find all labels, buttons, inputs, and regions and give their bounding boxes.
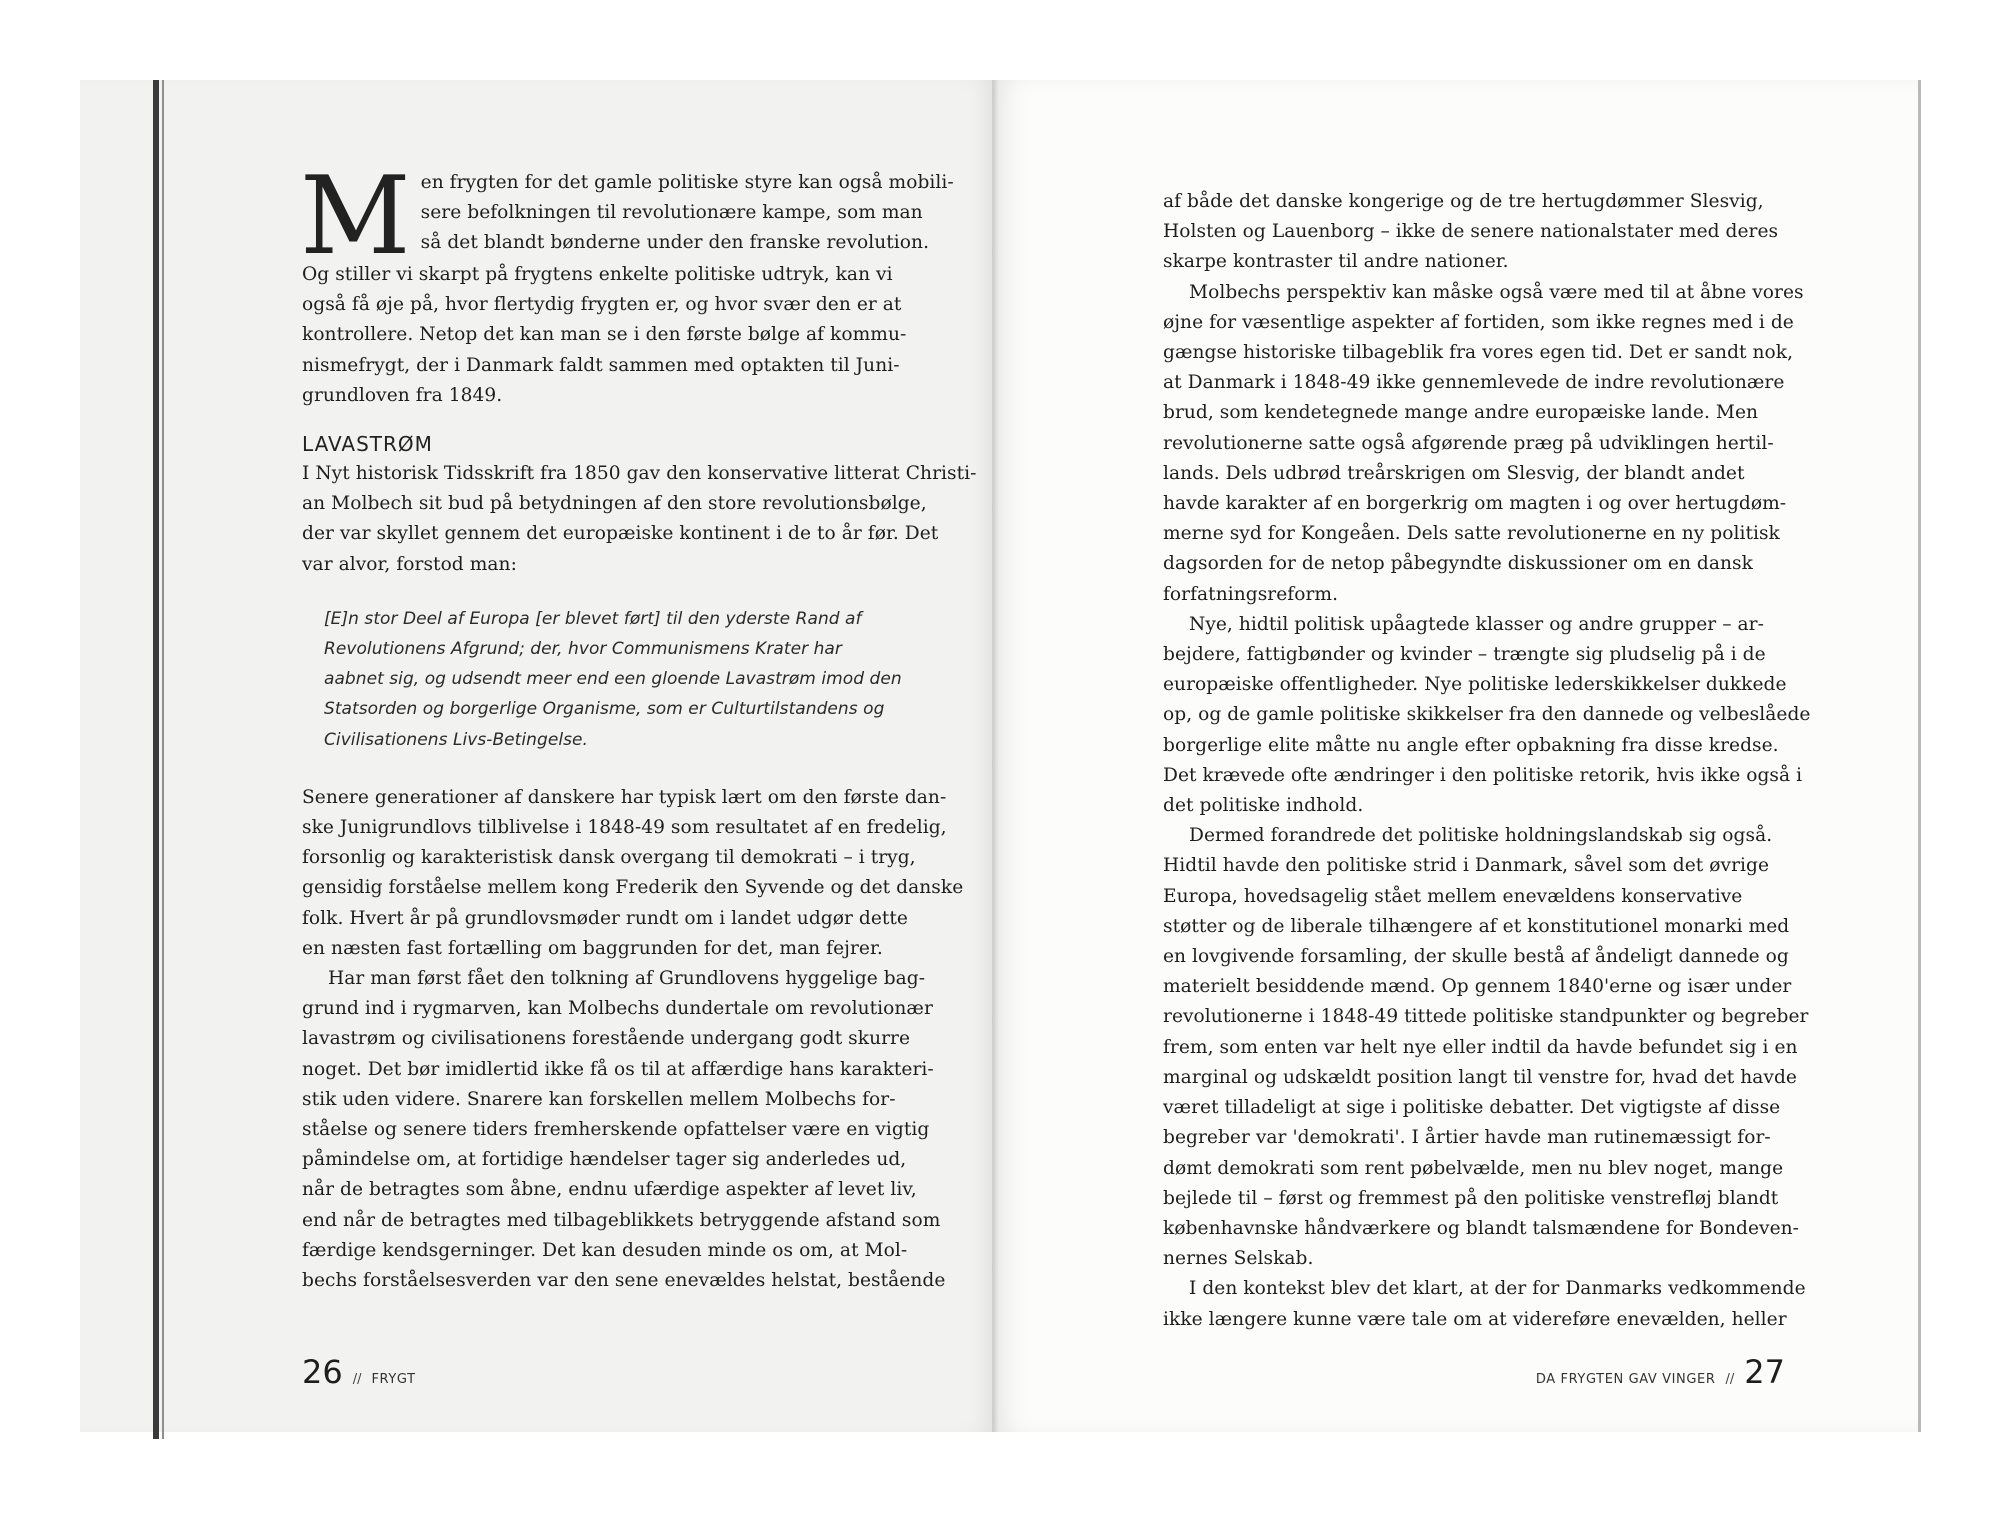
quote-line: aabnet sig, og udsendt meer end een gloende Lavastrøm imod den <box>324 669 902 690</box>
text-line: ikke længere kunne være tale om at videreføre enevælden, heller <box>1163 1308 1787 1330</box>
body-paragraph <box>1163 821 1809 1274</box>
running-title: FRYGT <box>371 1372 416 1387</box>
folio-separator: // <box>352 1372 362 1387</box>
text-line: nismefrygt, der i Danmark faldt sammen med optakten til Juni- <box>302 354 900 376</box>
text-line: øjne for væsentlige aspekter af fortiden, som ikke regnes med i de <box>1163 311 1794 333</box>
intro-paragraph <box>302 459 977 580</box>
text-line: var alvor, forstod man: <box>302 553 517 575</box>
opening-paragraph-rest <box>302 260 912 411</box>
body-paragraph <box>1163 278 1804 610</box>
text-line: Og stiller vi skarpt på frygtens enkelte politiske udtryk, kan vi <box>302 264 893 285</box>
text-line: påmindelse om, at fortidige hændelser tager sig anderledes ud, <box>302 1149 907 1171</box>
page-number: 27 <box>1744 1353 1785 1391</box>
book-spine-edge <box>162 80 164 1439</box>
text-line: kontrollere. Netop det kan man se i den første bølge af kommu- <box>302 324 907 346</box>
text-line: Holsten og Lauenborg – ikke de senere nationalstater med deres <box>1163 221 1779 243</box>
text-line: brud, som kendetegnede mange andre europæiske lande. Men <box>1163 402 1759 424</box>
text-line: bechs forståelsesverden var den sene enevældes helstat, bestående <box>302 1270 946 1292</box>
text-line: folk. Hvert år på grundlovsmøder rundt om i landet udgør dette <box>302 907 908 929</box>
text-line: merne syd for Kongeåen. Dels satte revolutionerne en ny politisk <box>1163 523 1780 545</box>
text-line: Hidtil havde den politiske strid i Danmark, såvel som det øvrige <box>1163 855 1770 877</box>
text-line: Nye, hidtil politisk upåagtede klasser og andre grupper – ar- <box>1189 613 1764 635</box>
text-line: at Danmark i 1848-49 ikke gennemlevede de indre revolutionære <box>1163 372 1785 394</box>
text-line: materielt besiddende mænd. Op gennem 1840'erne og især under <box>1163 976 1792 998</box>
text-line: dagsorden for de netop påbegyndte diskussioner om en dansk <box>1163 553 1753 575</box>
text-line: gensidig forståelse mellem kong Frederik den Syvende og det danske <box>302 877 964 899</box>
text-line: grund ind i rygmarven, kan Molbechs dundertale om revolutionær <box>302 998 933 1020</box>
left-page-text <box>300 154 977 1296</box>
text-line: en frygten for det gamle politiske styre kan også mobili- <box>420 172 954 193</box>
text-line: Europa, hovedsagelig stået mellem enevældens konservative <box>1163 885 1743 907</box>
text-line: an Molbech sit bud på betydningen af den store revolutionsbølge, <box>302 493 927 515</box>
text-line: nernes Selskab. <box>1163 1248 1314 1270</box>
drop-cap: M <box>300 154 411 279</box>
text-line: bejdere, fattigbønder og kvinder – trængte sig pludselig på i de <box>1163 644 1766 666</box>
body-paragraph <box>1163 610 1811 821</box>
text-line: Molbechs perspektiv kan måske også være med til at åbne vores <box>1189 281 1804 303</box>
text-line: forfatningsreform. <box>1163 583 1339 605</box>
text-line: skarpe kontraster til andre nationer. <box>1163 251 1509 273</box>
text-line: revolutionerne satte også afgørende præg på udviklingen hertil- <box>1163 432 1774 454</box>
block-quote <box>324 604 912 755</box>
text-line: stik uden videre. Snarere kan forskellen mellem Molbechs for- <box>302 1088 896 1110</box>
body-paragraph <box>1163 187 1788 278</box>
text-line: færdige kendsgerninger. Det kan desuden minde os om, at Mol- <box>302 1239 908 1261</box>
body-paragraph <box>302 964 946 1296</box>
text-line: en næsten fast fortælling om baggrunden for det, man fejrer. <box>302 937 883 959</box>
left-folio <box>302 1352 416 1392</box>
text-line: I den kontekst blev det klart, at der for Danmarks vedkommende <box>1189 1278 1806 1300</box>
text-line: forsonlig og karakteristisk dansk overgang til demokrati – i tryg, <box>302 847 916 869</box>
text-line: europæiske offentligheder. Nye politiske lederskikkelser dukkede <box>1163 674 1787 696</box>
right-page-text <box>1163 187 1811 1335</box>
text-line: noget. Det bør imidlertid ikke få os til at affærdige hans karakteri- <box>302 1058 934 1080</box>
text-line: op, og de gamle politiske skikkelser fra den dannede og velbeslåede <box>1163 704 1811 726</box>
text-line: ståelse og senere tiders fremherskende opfattelser være en vigtig <box>302 1119 930 1141</box>
text-line: det politiske indhold. <box>1163 795 1364 817</box>
book-spine <box>153 80 159 1439</box>
text-line: frem, som enten var helt nye eller indtil da havde befundet sig i en <box>1163 1036 1798 1058</box>
text-line: københavnske håndværkere og blandt talsmændene for Bondeven- <box>1163 1217 1799 1239</box>
body-paragraph <box>302 783 964 964</box>
text-line: når de betragtes som åbne, endnu ufærdige aspekter af levet liv, <box>302 1179 917 1201</box>
text-line: Dermed forandrede det politiske holdningslandskab sig også. <box>1189 825 1773 847</box>
text-line: ske Junigrundlovs tilblivelse i 1848-49 som resultatet af en fredelig, <box>302 817 947 839</box>
text-line: Senere generationer af danskere har typisk lært om den første dan- <box>302 786 947 808</box>
page-edge <box>1918 80 1921 1432</box>
text-line: der var skyllet gennem det europæiske kontinent i de to år før. Det <box>302 523 939 545</box>
text-line: havde karakter af en borgerkrig om magten i og over hertugdøm- <box>1163 493 1787 515</box>
text-line: støtter og de liberale tilhængere af et konstitutionel monarki med <box>1163 915 1790 937</box>
book-gutter <box>992 80 998 1432</box>
text-line: begreber var 'demokrati'. I årtier havde man rutinemæssigt for- <box>1163 1127 1771 1149</box>
text-line: også få øje på, hvor flertydig frygten er, og hvor svær den er at <box>302 294 902 316</box>
body-paragraph <box>1163 1274 1806 1334</box>
text-line: bejlede til – først og fremmest på den politiske venstrefløj blandt <box>1163 1187 1779 1209</box>
text-line: borgerlige elite måtte nu angle efter opbakning fra disse kredse. <box>1163 734 1779 756</box>
text-line: gængse historiske tilbageblik fra vores egen tid. Det er sandt nok, <box>1163 342 1794 364</box>
quote-line: Revolutionens Afgrund; der, hvor Communismens Krater har <box>324 639 842 660</box>
text-line: sere befolkningen til revolutionære kampe, som man <box>420 202 923 224</box>
text-line: en lovgivende forsamling, der skulle bestå af åndeligt dannede og <box>1163 946 1789 968</box>
running-title: DA FRYGTEN GAV VINGER <box>1535 1372 1716 1387</box>
right-folio <box>1536 1352 1785 1392</box>
text-line: grundloven fra 1849. <box>302 384 503 406</box>
text-line: end når de betragtes med tilbageblikkets betryggende afstand som <box>302 1209 941 1231</box>
section-heading: LAVASTRØM <box>302 432 433 457</box>
text-line: I Nyt historisk Tidsskrift fra 1850 gav den konservative litterat Christi- <box>302 463 977 485</box>
text-line: Det krævede ofte ændringer i den politiske retorik, hvis ikke også i <box>1163 764 1803 786</box>
quote-line: Civilisationens Livs-Betingelse. <box>324 729 588 750</box>
page-number: 26 <box>302 1353 343 1391</box>
text-line: lavastrøm og civilisationens forestående undergang godt skurre <box>302 1028 911 1050</box>
text-line: Har man først fået den tolkning af Grundlovens hyggelige bag- <box>328 968 926 990</box>
text-line: været tilladeligt at sige i politiske debatter. Det vigtigste af disse <box>1163 1097 1781 1119</box>
text-line: af både det danske kongerige og de tre hertugdømmer Slesvig, <box>1163 191 1764 212</box>
folio-separator: // <box>1725 1372 1735 1387</box>
quote-line: [E]n stor Deel af Europa [er blevet ført] til den yderste Rand af <box>324 608 862 629</box>
quote-line: Statsorden og borgerlige Organisme, som er Culturtilstandens og <box>324 699 885 720</box>
text-line: dømt demokrati som rent pøbelvælde, men nu blev noget, mange <box>1163 1157 1784 1179</box>
text-line: så det blandt bønderne under den franske revolution. <box>420 232 930 254</box>
text-line: marginal og udskældt position langt til venstre for, hvad det havde <box>1163 1066 1797 1088</box>
text-line: lands. Dels udbrød treårskrigen om Slesvig, der blandt andet <box>1163 462 1745 484</box>
text-line: revolutionerne i 1848-49 tittede politiske standpunkter og begreber <box>1163 1006 1809 1028</box>
